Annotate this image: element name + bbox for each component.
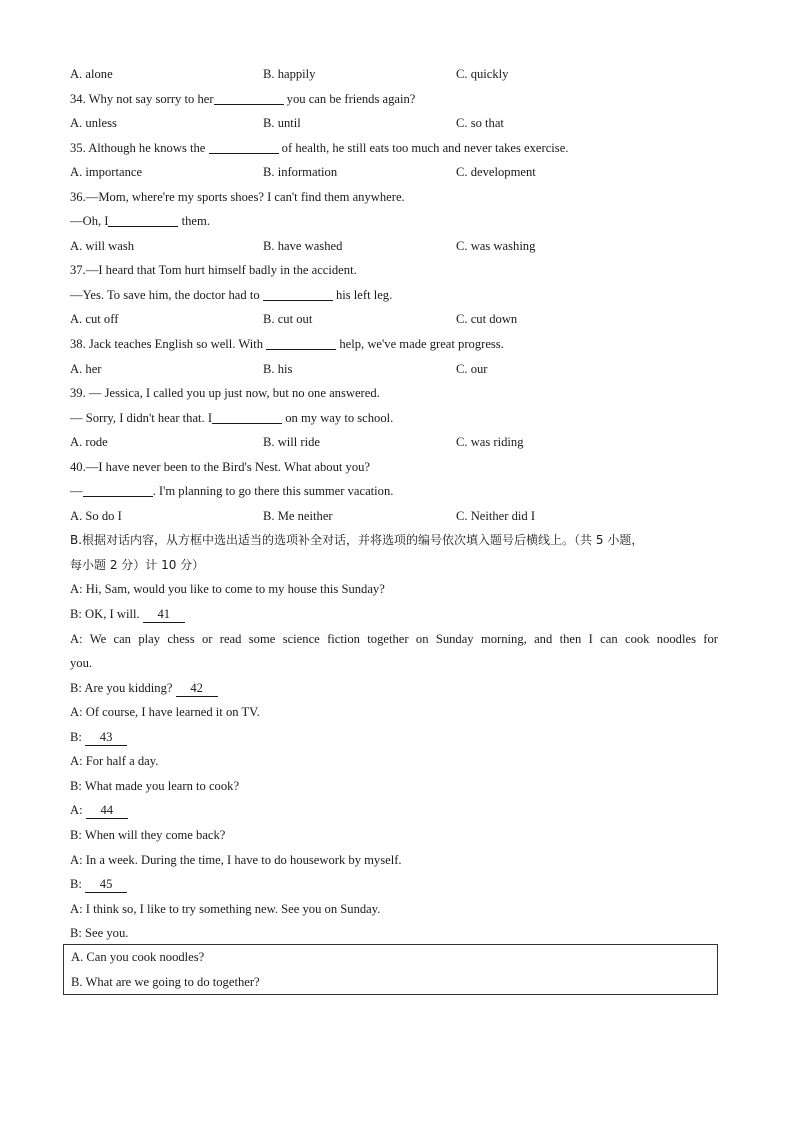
dialogue-text: B: Are you kidding? — [70, 680, 176, 695]
option-c: C. Neither did I — [456, 508, 536, 523]
dialogue-line: A: In a week. During the time, I have to do housework by myself. — [70, 852, 402, 867]
answer-blank-43: 43 — [85, 729, 127, 746]
answer-blank — [212, 408, 282, 424]
dialogue-line — [70, 872, 718, 897]
question-text: — Sorry, I didn't hear that. I — [70, 410, 213, 425]
dialogue-line — [70, 725, 718, 750]
option-a: A. rode — [70, 435, 108, 450]
answer-blank-44: 44 — [86, 802, 128, 819]
question-text: 34. Why not say sorry to her — [70, 91, 214, 106]
question-37: 37.—I heard that Tom hurt himself badly in the accident. — [70, 263, 357, 278]
option-a: A. So do I — [70, 508, 122, 523]
dialogue-text: B: — [70, 877, 86, 892]
answer-blank — [209, 138, 279, 154]
question-text: 38. Jack teaches English so well. With — [70, 337, 267, 352]
option-a: A. alone — [70, 67, 113, 81]
option-b: B. have washed — [263, 238, 343, 253]
question-text: you can be friends again? — [283, 91, 416, 106]
dialogue-line: A: I think so, I like to try something new. See you on Sunday. — [70, 901, 381, 916]
q40-options — [70, 504, 718, 529]
dialogue-line: A: Of course, I have learned it on TV. — [70, 705, 260, 720]
question-36: 36.—Mom, where're my sports shoes? I can't find them anywhere. — [70, 189, 405, 204]
option-c: C. was riding — [456, 435, 524, 450]
option-b: B. happily — [263, 67, 316, 81]
option-a: A. cut off — [70, 312, 119, 327]
question-39: 39. — Jessica, I called you up just now, but no one answered. — [70, 386, 380, 401]
option-a: A. her — [70, 361, 102, 376]
answer-blank-41: 41 — [143, 606, 185, 623]
dialogue-line: you. — [70, 656, 93, 671]
q39-options — [70, 430, 718, 455]
question-text: —Oh, I — [70, 214, 109, 229]
q38-options — [70, 357, 718, 382]
question-text: . I'm planning to go there this summer vacation. — [152, 484, 394, 499]
option-c: C. our — [456, 361, 488, 376]
question-text: — — [70, 484, 83, 499]
dialogue-line: A: We can play chess or read some science fiction together on Sunday morning, and then I can cook noodles for — [70, 631, 718, 646]
dialogue-text: B: — [70, 729, 86, 744]
question-36-reply — [70, 209, 718, 234]
answer-blank — [263, 285, 333, 301]
box-option-a: A. Can you cook noodles? — [71, 950, 205, 964]
dialogue-line — [70, 798, 718, 823]
option-c: C. quickly — [456, 67, 509, 81]
option-b: B. his — [263, 361, 293, 376]
dialogue-text: B: OK, I will. — [70, 607, 143, 622]
dialogue-text: A: — [70, 803, 86, 818]
question-39-reply — [70, 406, 718, 431]
answer-blank — [83, 481, 153, 497]
question-40: 40.—I have never been to the Bird's Nest. What about you? — [70, 459, 371, 474]
dialogue-line: A: For half a day. — [70, 754, 159, 769]
dialogue-line: B: When will they come back? — [70, 827, 226, 842]
answer-blank-45: 45 — [85, 876, 127, 893]
section-b-instruction: B.根据对话内容，从方框中选出适当的选项补全对话，并将选项的编号依次填入题号后横线上。（共 5 小题， — [70, 533, 644, 548]
answer-blank-42: 42 — [176, 680, 218, 697]
dialogue-line — [70, 676, 718, 701]
question-40-reply — [70, 479, 718, 504]
dialogue-line — [70, 602, 718, 627]
box-option-b: B. What are we going to do together? — [71, 974, 260, 989]
question-35 — [70, 136, 718, 161]
dialogue-line: B: See you. — [70, 926, 129, 941]
q34-options — [70, 111, 718, 136]
dialogue-line: B: What made you learn to cook? — [70, 778, 240, 793]
answer-blank — [108, 211, 178, 227]
option-b: B. will ride — [263, 435, 321, 450]
option-b: B. information — [263, 165, 338, 180]
option-a: A. unless — [70, 116, 117, 131]
answer-blank — [214, 89, 284, 105]
question-38 — [70, 332, 718, 357]
q35-options — [70, 160, 718, 185]
option-b: B. cut out — [263, 312, 313, 327]
options-box — [63, 944, 718, 995]
question-text: help, we've made great progress. — [336, 337, 504, 352]
dialogue-line: A: Hi, Sam, would you like to come to my house this Sunday? — [70, 582, 385, 597]
question-text: 35. Although he knows the — [70, 140, 209, 155]
option-c: C. cut down — [456, 312, 518, 327]
option-b: B. Me neither — [263, 508, 333, 523]
option-c: C. so that — [456, 116, 504, 131]
question-37-reply — [70, 283, 718, 308]
option-a: A. will wash — [70, 238, 135, 253]
answer-blank — [266, 334, 336, 350]
section-b-instruction-cont: 每小题 2 分）计 10 分） — [70, 557, 205, 572]
question-text: —Yes. To save him, the doctor had to — [70, 287, 263, 302]
question-text: them. — [178, 214, 210, 229]
q37-options — [70, 307, 718, 332]
option-c: C. development — [456, 165, 536, 180]
option-b: B. until — [263, 116, 301, 131]
question-34 — [70, 87, 718, 112]
option-a: A. importance — [70, 165, 143, 180]
question-text: on my way to school. — [282, 410, 394, 425]
question-text: his left leg. — [332, 287, 393, 302]
option-c: C. was washing — [456, 238, 536, 253]
question-text: of health, he still eats too much and never takes exercise. — [278, 140, 569, 155]
q36-options — [70, 234, 718, 259]
exam-page — [70, 62, 718, 946]
q33-options — [70, 62, 718, 87]
